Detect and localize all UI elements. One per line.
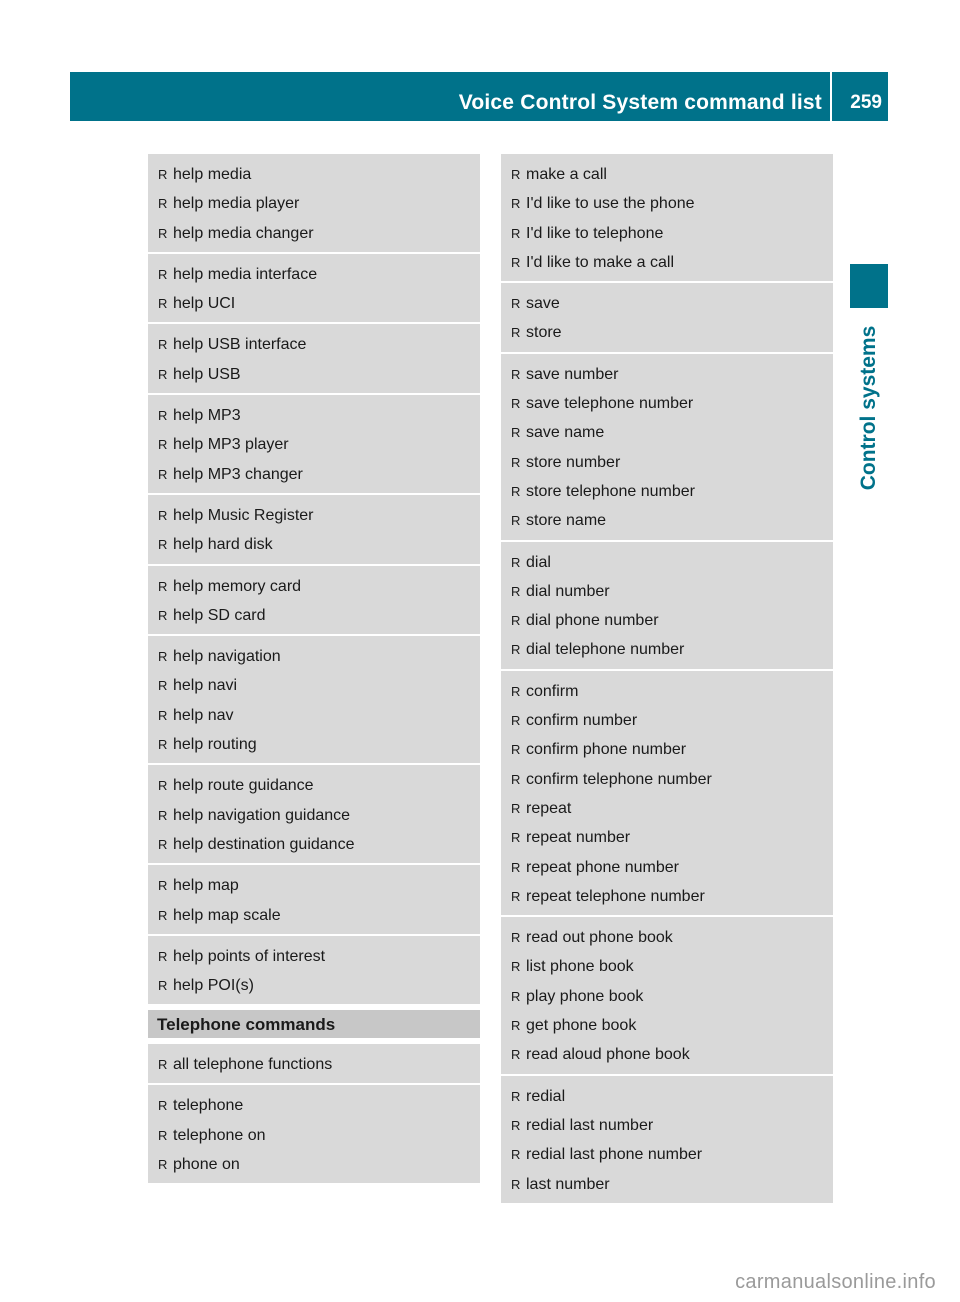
bullet-marker: R — [511, 713, 521, 729]
command-item — [148, 901, 480, 930]
command-text: help media player — [173, 195, 300, 213]
command-item — [501, 923, 833, 952]
command-text: help routing — [173, 736, 257, 754]
bullet-marker: R — [158, 1098, 168, 1114]
command-text: help map scale — [173, 906, 281, 924]
command-text: help media changer — [173, 224, 314, 242]
command-item — [501, 448, 833, 477]
command-text: store name — [526, 512, 607, 530]
command-text: confirm — [526, 682, 579, 700]
bullet-marker: R — [158, 707, 168, 723]
command-item — [148, 501, 480, 530]
command-text: help navi — [173, 677, 238, 695]
command-text: help memory card — [173, 577, 302, 595]
bullet-marker: R — [158, 167, 168, 182]
command-item — [501, 1170, 833, 1199]
bullet-marker: R — [511, 513, 521, 529]
command-item — [501, 952, 833, 981]
side-tab-label: Control systems — [857, 325, 880, 491]
command-text: confirm phone number — [526, 741, 687, 759]
command-item — [148, 1050, 480, 1079]
command-item — [148, 1150, 480, 1179]
command-group — [148, 566, 480, 637]
command-text: help hard disk — [173, 536, 273, 554]
command-item — [501, 219, 833, 248]
command-item — [148, 572, 480, 601]
command-text: save number — [526, 365, 619, 383]
command-text: I'd like to use the phone — [526, 195, 695, 213]
command-item — [501, 189, 833, 218]
command-item — [148, 260, 480, 289]
command-group — [501, 542, 833, 671]
bullet-marker: R — [158, 948, 168, 964]
command-item — [501, 248, 833, 277]
telephone-commands-section — [148, 1010, 480, 1185]
bullet-marker: R — [158, 366, 168, 382]
command-group — [501, 354, 833, 542]
command-text: help Music Register — [173, 506, 314, 524]
command-item — [148, 871, 480, 900]
command-text: help points of interest — [173, 947, 326, 965]
command-text: help POI(s) — [173, 977, 254, 995]
page-number: 259 — [850, 92, 882, 113]
bullet-marker: R — [158, 296, 168, 312]
command-group — [148, 154, 480, 254]
command-item — [501, 160, 833, 189]
bullet-marker: R — [511, 454, 521, 470]
command-item — [501, 289, 833, 318]
bullet-marker: R — [158, 196, 168, 212]
bullet-marker: R — [511, 425, 521, 441]
bullet-marker: R — [158, 337, 168, 353]
command-text: read aloud phone book — [526, 1046, 690, 1064]
command-item — [501, 506, 833, 535]
command-item — [148, 189, 480, 218]
command-item — [501, 706, 833, 735]
bullet-marker: R — [511, 296, 521, 312]
command-item — [501, 982, 833, 1011]
command-item — [148, 601, 480, 630]
command-group — [501, 1076, 833, 1205]
command-group — [501, 917, 833, 1075]
command-group — [148, 765, 480, 865]
header-divider — [830, 72, 832, 121]
command-text: store number — [526, 453, 621, 471]
command-text: play phone book — [526, 987, 644, 1005]
command-item — [501, 765, 833, 794]
command-item — [148, 1091, 480, 1120]
command-group — [148, 1085, 480, 1185]
command-text: repeat phone number — [526, 858, 679, 876]
command-item — [148, 801, 480, 830]
bullet-marker: R — [511, 554, 521, 570]
command-item — [501, 882, 833, 911]
command-text: help navigation guidance — [173, 806, 351, 824]
command-item — [501, 735, 833, 764]
command-group — [148, 324, 480, 395]
bullet-marker: R — [511, 830, 521, 846]
bullet-marker: R — [511, 959, 521, 975]
bullet-marker: R — [511, 683, 521, 699]
command-item — [501, 635, 833, 664]
command-text: repeat number — [526, 829, 631, 847]
command-item — [501, 1040, 833, 1069]
bullet-marker: R — [511, 988, 521, 1004]
page-title: Voice Control System command list — [458, 91, 822, 114]
command-text: save — [526, 295, 560, 313]
command-item — [148, 971, 480, 1000]
command-text: I'd like to telephone — [526, 224, 664, 242]
section-title: Telephone commands — [148, 1010, 480, 1038]
command-text: redial last number — [526, 1116, 654, 1134]
bullet-marker: R — [158, 507, 168, 523]
bullet-marker: R — [511, 1018, 521, 1034]
command-item — [501, 360, 833, 389]
command-item — [501, 548, 833, 577]
command-text: list phone book — [526, 958, 634, 976]
page-header — [70, 72, 888, 121]
command-text: save telephone number — [526, 395, 694, 413]
command-text: repeat telephone number — [526, 887, 705, 905]
side-tab-marker — [850, 264, 888, 308]
command-item — [148, 289, 480, 318]
command-item — [148, 460, 480, 489]
command-item — [148, 771, 480, 800]
command-item — [501, 318, 833, 347]
command-item — [501, 577, 833, 606]
command-group — [148, 495, 480, 566]
bullet-marker: R — [511, 1176, 521, 1192]
command-item — [501, 477, 833, 506]
command-text: all telephone functions — [173, 1056, 333, 1073]
bullet-marker: R — [158, 607, 168, 623]
bullet-marker: R — [511, 1147, 521, 1163]
command-group — [148, 395, 480, 495]
command-item — [501, 389, 833, 418]
command-item — [148, 730, 480, 759]
bullet-marker: R — [158, 836, 168, 852]
command-item — [148, 942, 480, 971]
command-item — [148, 160, 480, 189]
command-text: redial — [526, 1087, 566, 1105]
command-item — [148, 330, 480, 359]
command-text: store — [526, 324, 562, 342]
command-item — [501, 853, 833, 882]
command-item — [148, 401, 480, 430]
bullet-marker: R — [158, 225, 168, 241]
command-item — [501, 1111, 833, 1140]
bullet-marker: R — [511, 859, 521, 875]
bullet-marker: R — [158, 678, 168, 694]
bullet-marker: R — [158, 649, 168, 665]
command-text: confirm number — [526, 712, 638, 730]
command-group — [501, 154, 833, 283]
command-text: redial last phone number — [526, 1146, 703, 1164]
command-item — [501, 794, 833, 823]
command-item — [501, 1011, 833, 1040]
bullet-marker: R — [158, 1127, 168, 1143]
command-text: telephone on — [173, 1126, 266, 1144]
command-text: dial phone number — [526, 612, 659, 630]
bullet-marker: R — [511, 930, 521, 946]
command-item — [501, 418, 833, 447]
command-item — [148, 530, 480, 559]
bullet-marker: R — [511, 771, 521, 787]
telephone-command-list — [148, 1044, 480, 1185]
bullet-marker: R — [511, 888, 521, 904]
command-item — [148, 701, 480, 730]
command-text: telephone — [173, 1097, 244, 1115]
bullet-marker: R — [158, 408, 168, 424]
command-item — [501, 606, 833, 635]
command-item — [501, 1140, 833, 1169]
command-text: help USB — [173, 365, 241, 383]
command-text: help UCI — [173, 295, 236, 313]
command-text: help USB interface — [173, 336, 307, 354]
command-text: help destination guidance — [173, 835, 355, 853]
command-text: help route guidance — [173, 777, 314, 795]
bullet-marker: R — [511, 396, 521, 412]
bullet-marker: R — [511, 800, 521, 816]
command-text: phone on — [173, 1155, 240, 1173]
command-group — [148, 1044, 480, 1085]
command-text: repeat — [526, 799, 572, 817]
command-item — [148, 642, 480, 671]
command-item — [148, 671, 480, 700]
command-item — [501, 823, 833, 852]
command-text: help SD card — [173, 606, 266, 624]
command-text: store telephone number — [526, 482, 695, 500]
bullet-marker: R — [158, 437, 168, 453]
bullet-marker: R — [511, 1117, 521, 1133]
bullet-marker: R — [158, 907, 168, 923]
bullet-marker: R — [511, 613, 521, 629]
command-group — [148, 865, 480, 936]
command-text: help MP3 — [173, 407, 241, 425]
bullet-marker: R — [511, 325, 521, 341]
command-text: confirm telephone number — [526, 770, 712, 788]
bullet-marker: R — [158, 1156, 168, 1172]
command-group — [501, 283, 833, 354]
bullet-marker: R — [511, 583, 521, 599]
command-group — [501, 671, 833, 917]
bullet-marker: R — [511, 742, 521, 758]
command-text: help nav — [173, 706, 234, 724]
bullet-marker: R — [158, 778, 168, 794]
command-text: make a call — [526, 166, 607, 183]
command-item — [501, 1082, 833, 1111]
left-command-column — [148, 154, 480, 1006]
bullet-marker: R — [511, 1088, 521, 1104]
command-text: I'd like to make a call — [526, 253, 675, 271]
bullet-marker: R — [511, 254, 521, 270]
bullet-marker: R — [511, 196, 521, 212]
command-group — [148, 936, 480, 1007]
command-text: read out phone book — [526, 929, 673, 947]
command-item — [148, 430, 480, 459]
command-item — [148, 360, 480, 389]
bullet-marker: R — [158, 537, 168, 553]
bullet-marker: R — [511, 366, 521, 382]
bullet-marker: R — [158, 878, 168, 894]
command-text: help media interface — [173, 265, 318, 283]
bullet-marker: R — [158, 466, 168, 482]
command-text: get phone book — [526, 1017, 637, 1035]
command-text: last number — [526, 1175, 610, 1193]
command-text: dial — [526, 553, 551, 571]
bullet-marker: R — [511, 642, 521, 658]
command-text: help MP3 player — [173, 436, 289, 454]
bullet-marker: R — [511, 483, 521, 499]
command-text: help MP3 changer — [173, 465, 303, 483]
command-group — [148, 254, 480, 325]
command-text: help map — [173, 877, 239, 895]
bullet-marker: R — [511, 1047, 521, 1063]
bullet-marker: R — [158, 978, 168, 994]
bullet-marker: R — [511, 225, 521, 241]
command-item — [148, 830, 480, 859]
watermark: carmanualsonline.info — [735, 1271, 936, 1293]
command-text: dial telephone number — [526, 641, 685, 659]
command-text: dial number — [526, 582, 610, 600]
command-group — [148, 636, 480, 765]
command-text: help media — [173, 166, 252, 183]
bullet-marker: R — [158, 1057, 168, 1072]
right-command-column — [501, 154, 833, 1205]
bullet-marker: R — [158, 266, 168, 282]
command-text: help navigation — [173, 648, 281, 666]
bullet-marker: R — [511, 167, 521, 182]
bullet-marker: R — [158, 578, 168, 594]
command-item — [501, 677, 833, 706]
bullet-marker: R — [158, 807, 168, 823]
command-item — [148, 219, 480, 248]
command-item — [148, 1121, 480, 1150]
command-text: save name — [526, 424, 605, 442]
bullet-marker: R — [158, 737, 168, 753]
